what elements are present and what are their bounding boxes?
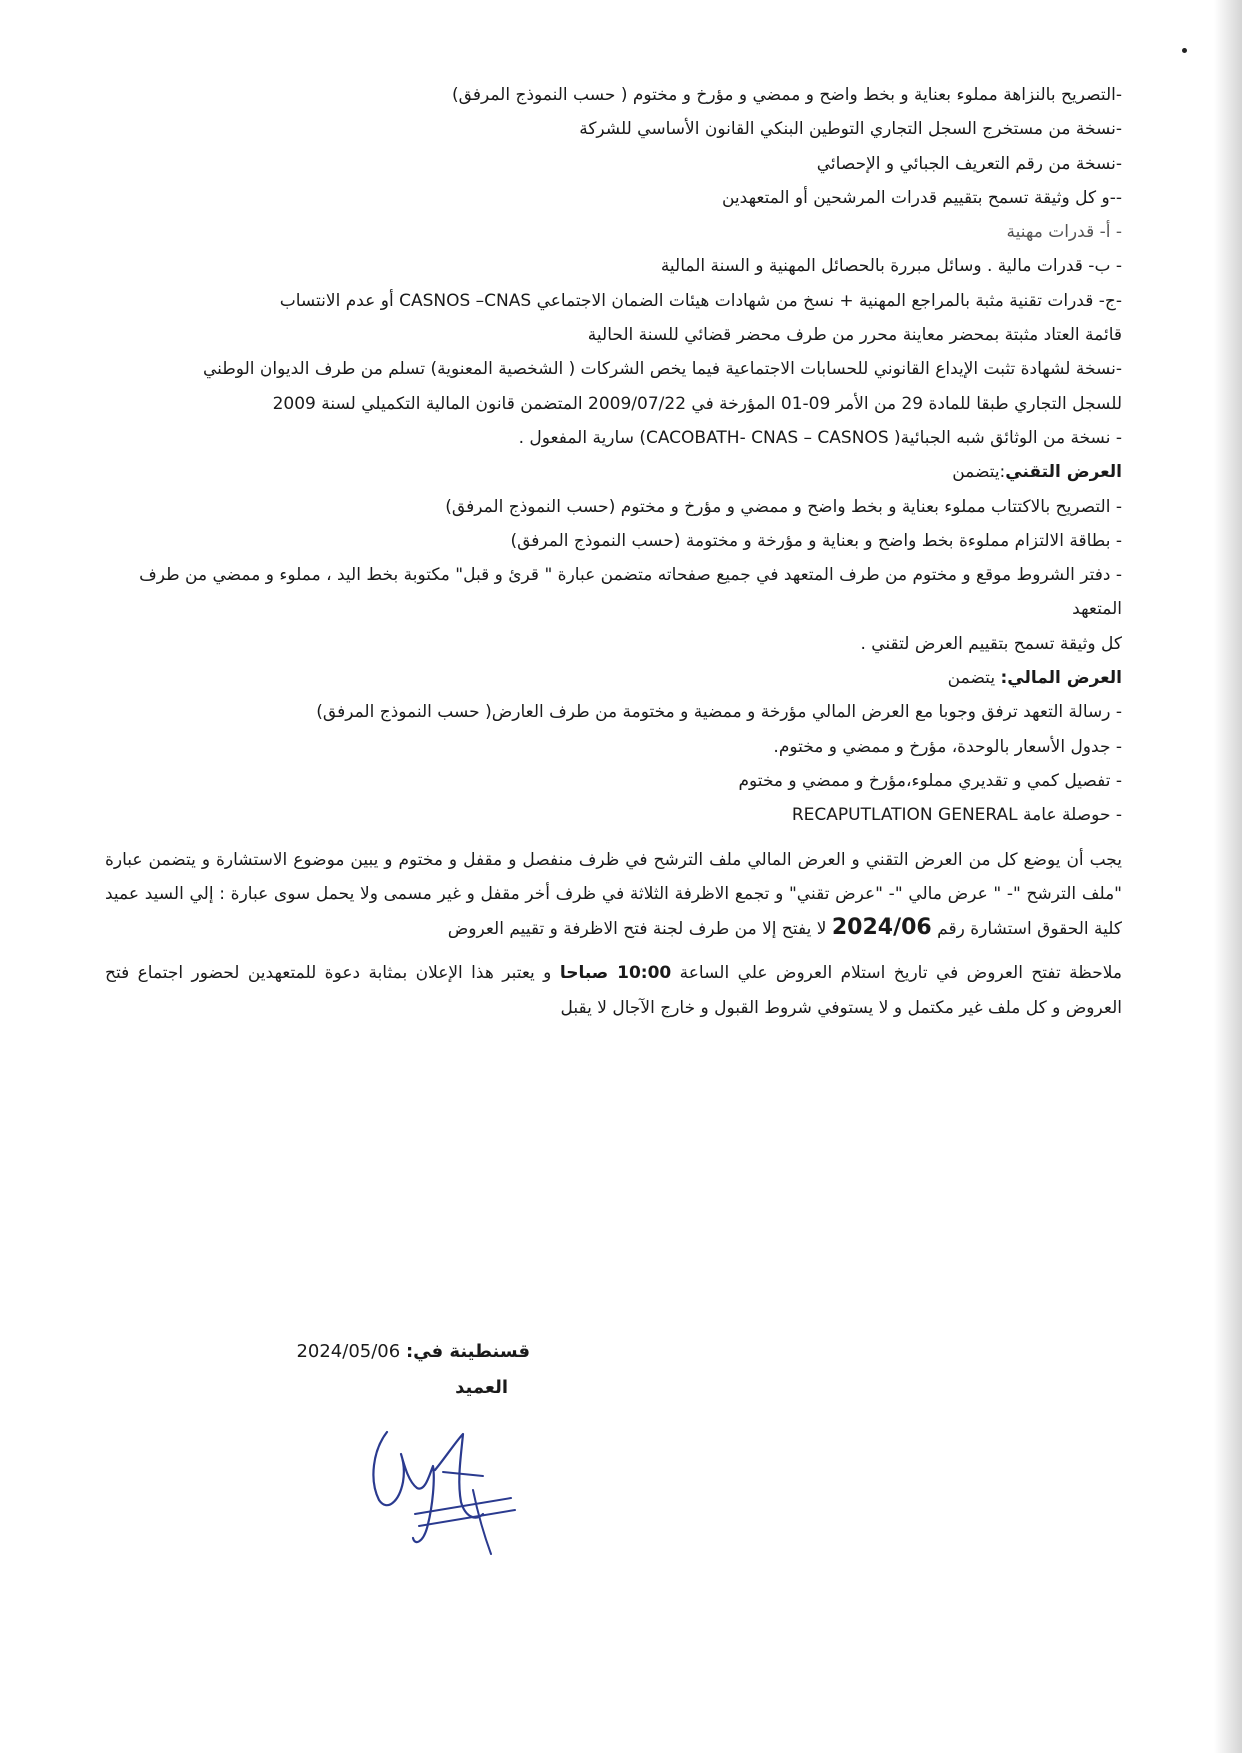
signature-place: قسنطينة في: — [405, 1341, 530, 1362]
financial-offer-title: العرض المالي: — [1000, 668, 1122, 689]
note-text-1: ملاحظة تفتح العروض في تاريخ استلام العروض علي الساعة — [671, 963, 1122, 984]
line-parafiscal-docs: - نسخة من الوثائق شبه الجبائية( CACOBATH- CNAS – CASNOS) سارية المفعول . — [518, 427, 1122, 448]
line-financial-capacity: - ب- قدرات مالية . وسائل مبررة بالحصائل المهنية و السنة المالية — [660, 256, 1122, 277]
scan-speck — [1182, 48, 1187, 53]
line-legal-deposit-cont: للسجل التجاري طبقا للمادة 29 من الأمر 09-01 المؤرخة في 2009/07/22 المتضمن قانون المالية التكميلي لسنة 2009 — [272, 393, 1122, 414]
financial-item-recap: - حوصلة عامة RECAPUTLATION GENERAL — [791, 805, 1122, 826]
financial-offer-heading-rest: يتضمن — [947, 668, 1001, 689]
technical-offer-title: العرض التقني — [1005, 462, 1122, 483]
technical-item-specifications: - دفتر الشروط موقع و مختوم من طرف المتعهد في جميع صفحاته متضمن عبارة " قرئ و قبل" مكتوبة بخط اليد ، مملوء و ممضي من طرف المتعهد — [139, 565, 1122, 620]
line-legal-deposit: -نسخة لشهادة تثبت الإيداع القانوني للحسابات الاجتماعية فيما يخص الشركات ( الشخصية المعنوية) تسلم من طرف الديوان الوطني — [202, 359, 1122, 380]
technical-item-evaluation: كل وثيقة تسمح بتقييم العرض لتقني . — [860, 633, 1122, 654]
opening-time: 10:00 صباحا — [559, 963, 672, 984]
technical-item-commitment-card: - بطاقة الالتزام مملوءة بخط واضح و بعناية و مؤرخة و مختومة (حسب النموذج المرفق) — [510, 530, 1122, 551]
line-tax-id: -نسخة من رقم التعريف الجبائي و الإحصائي — [816, 153, 1122, 174]
document-body — [105, 78, 1122, 1025]
financial-offer-heading — [105, 661, 1122, 695]
note-text-2: و يعتبر هذا الإعلان بمثابة دعوة للمتعهدين لحضور اجتماع فتح العروض و كل ملف غير مكتمل و لا يستوفي شروط القبول و خارج الآجال لا يقبل — [105, 963, 1122, 1018]
line-technical-capacity: -ج- قدرات تقنية مثبة بالمراجع المهنية + نسخ من شهادات هيئات الضمان الاجتماعي CASNOS –CNAS أو عدم الانتساب — [279, 290, 1122, 311]
line-evaluation-documents: --و كل وثيقة تسمح بتقييم قدرات المرشحين أو المتعهدين — [721, 187, 1122, 208]
signature-block — [270, 1334, 530, 1406]
financial-item-price-table: - جدول الأسعار بالوحدة، مؤرخ و ممضي و مختوم. — [773, 736, 1122, 757]
signature-place-date — [270, 1334, 530, 1370]
financial-item-letter: - رسالة التعهد ترفق وجوبا مع العرض المالي مؤرخة و ممضية و مختومة من طرف العارض( حسب النموذج المرفق) — [316, 702, 1122, 723]
technical-offer-heading — [105, 455, 1122, 489]
note-paragraph — [105, 956, 1122, 1025]
line-equipment-list: قائمة العتاد مثبتة بمحضر معاينة محرر من طرف محضر قضائي للسنة الحالية — [587, 325, 1122, 346]
consultation-number: 2024/06 — [831, 915, 932, 941]
handwritten-signature — [365, 1410, 525, 1560]
technical-offer-heading-rest: :يتضمن — [952, 462, 1006, 483]
line-commercial-register: -نسخة من مستخرج السجل التجاري التوطين البنكي القانون الأساسي للشركة — [579, 119, 1122, 140]
financial-item-quantity-detail: - تفصيل كمي و تقديري مملوء،مؤرخ و ممضي و مختوم — [738, 770, 1122, 791]
technical-item-subscription: - التصريح بالاكتتاب مملوء بعناية و بخط واضح و ممضي و مؤرخ و مختوم (حسب النموذج المرفق) — [445, 496, 1122, 517]
envelope-text-1: يجب أن يوضع كل من العرض التقني و العرض المالي ملف الترشح في ظرف منفصل و مقفل و مختوم و يبين موضوع الاستشارة و يتضمن عبارة "ملف الترشح "- " عرض مالي "- "عرض تقني" و تجمع الاظرفة الثلاثة في ظرف أخر مقفل و غير مسمى ولا يحمل سوى عبارة : إلي السيد عميد كلية الحقوق استشارة رقم — [105, 849, 1122, 940]
signature-title: العميد — [455, 1377, 508, 1398]
signature-date: 2024/05/06 — [296, 1341, 401, 1362]
line-integrity-declaration: -التصريح بالنزاهة مملوء بعناية و بخط واضح و ممضي و مؤرخ و مختوم ( حسب النموذج المرفق) — [452, 85, 1122, 105]
scan-edge-shadow — [1214, 0, 1242, 1753]
envelope-text-2: لا يفتح إلا من طرف لجنة فتح الاظرفة و تقييم العروض — [447, 919, 832, 940]
line-professional-capacity: - أ- قدرات مهنية — [1006, 222, 1122, 243]
envelope-paragraph — [105, 843, 1122, 947]
